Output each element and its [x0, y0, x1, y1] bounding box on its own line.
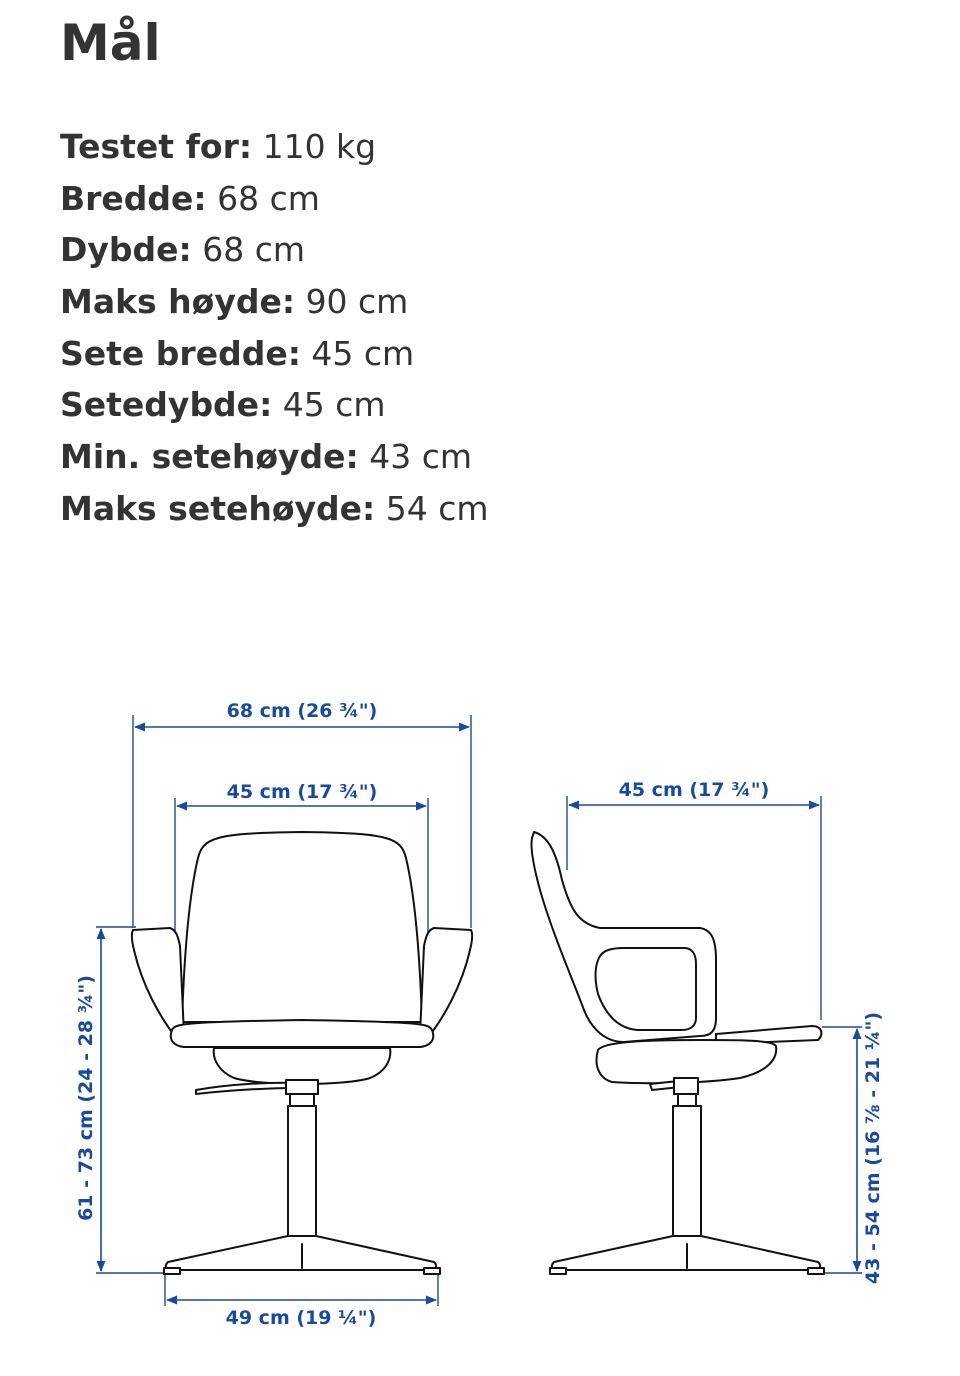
side-mechanism	[674, 1078, 698, 1094]
side-chair-drawing	[531, 832, 824, 1274]
front-gas-column	[288, 1106, 316, 1236]
side-column-collar	[678, 1094, 696, 1106]
side-right-foot	[808, 1268, 824, 1274]
front-seat-width-label: 45 cm (17 ¾")	[226, 781, 378, 803]
spec-tested-for	[60, 121, 489, 173]
spec-label: Dybde:	[60, 230, 192, 270]
front-mechanism	[286, 1080, 318, 1094]
spec-value: 68 cm	[217, 178, 320, 218]
spec-max-seat-height	[60, 483, 489, 535]
side-seat-shell	[597, 1040, 777, 1083]
front-column-collar	[290, 1094, 314, 1106]
spec-max-height	[60, 276, 489, 328]
page-title: Mål	[60, 14, 161, 72]
spec-seat-width	[60, 328, 489, 380]
side-left-foot	[550, 1268, 566, 1274]
spec-list	[60, 121, 489, 535]
spec-label: Maks setehøyde:	[60, 488, 376, 528]
spec-label: Setedybde:	[60, 385, 273, 425]
front-left-foot	[164, 1268, 180, 1274]
side-gas-column	[673, 1106, 701, 1236]
side-seat-height-label: 43 - 54 cm (16 ⅞ - 21 ¼")	[862, 1011, 884, 1285]
spec-value: 45 cm	[311, 333, 415, 373]
front-seat-shell	[214, 1048, 391, 1084]
side-arm-opening	[596, 948, 696, 1030]
front-right-armrest	[420, 928, 472, 1040]
spec-value: 110 kg	[262, 127, 377, 166]
spec-value: 68 cm	[202, 230, 306, 270]
spec-label: Maks høyde:	[60, 282, 296, 322]
side-view	[531, 779, 884, 1284]
front-chair-drawing	[132, 832, 472, 1274]
spec-label: Testet for:	[60, 127, 253, 166]
spec-label: Bredde:	[60, 178, 207, 218]
spec-label: Sete bredde:	[60, 333, 301, 373]
spec-depth	[60, 224, 489, 276]
front-right-foot	[424, 1268, 440, 1274]
dimension-diagram	[0, 600, 960, 1376]
spec-value: 90 cm	[305, 282, 409, 322]
front-height-lever	[196, 1083, 300, 1094]
front-base-width-label: 49 cm (19 ¼")	[225, 1307, 377, 1329]
front-seat	[171, 1020, 434, 1047]
front-view	[75, 700, 472, 1329]
spec-value: 45 cm	[282, 385, 386, 425]
spec-value: 54 cm	[385, 488, 489, 528]
spec-seat-depth	[60, 379, 489, 431]
front-backrest	[182, 832, 422, 1022]
front-left-armrest	[132, 928, 184, 1040]
front-height-label: 61 - 73 cm (24 - 28 ¾")	[75, 975, 97, 1221]
front-total-width-label: 68 cm (26 ¾")	[226, 700, 378, 722]
spec-value: 43 cm	[369, 437, 473, 477]
spec-min-seat-height	[60, 431, 489, 483]
spec-label: Min. setehøyde:	[60, 437, 359, 477]
spec-width	[60, 173, 489, 225]
side-seat-depth-label: 45 cm (17 ¾")	[618, 779, 770, 801]
